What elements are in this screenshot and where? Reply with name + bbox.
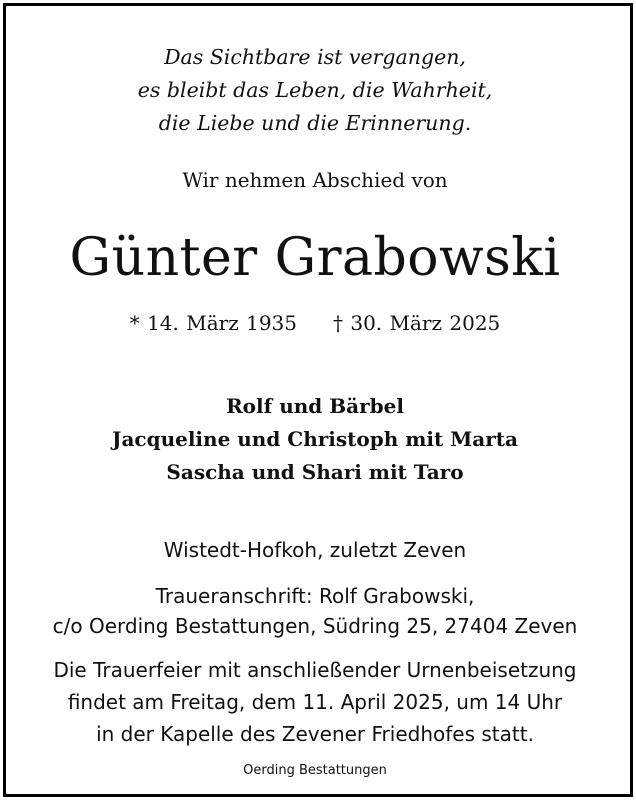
funeral-home: Oerding Bestattungen [243,763,387,778]
residence: Wistedt-Hofkoh, zuletzt Zeven [163,538,467,562]
ceremony-line-3: in der Kapelle des Zevener Friedhofes statt. [96,722,534,746]
death-date: † 30. März 2025 [333,311,501,335]
mourner-line-1: Rolf und Bärbel [226,394,404,418]
address-line-2: c/o Oerding Bestattungen, Südring 25, 27404 Zeven [52,614,578,638]
mourner-line-2: Jacqueline und Christoph mit Marta [111,427,518,451]
life-dates [0,311,630,335]
deceased-name: Günter Grabowski [69,228,561,288]
quote-line-1: Das Sichtbare ist vergangen, [164,45,466,69]
quote-line-2: es bleibt das Leben, die Wahrheit, [137,78,493,102]
ceremony-line-1: Die Trauerfeier mit anschließender Urnenbeisetzung [53,658,577,682]
mourner-line-3: Sascha und Shari mit Taro [166,460,464,484]
ceremony-line-2: findet am Freitag, dem 11. April 2025, um 14 Uhr [67,690,563,714]
birth-date: * 14. März 1935 [129,311,297,335]
intro-text: Wir nehmen Abschied von [182,168,448,192]
quote-line-3: die Liebe und die Erinnerung. [158,111,472,135]
address-line-1: Traueranschrift: Rolf Grabowski, [155,584,475,608]
